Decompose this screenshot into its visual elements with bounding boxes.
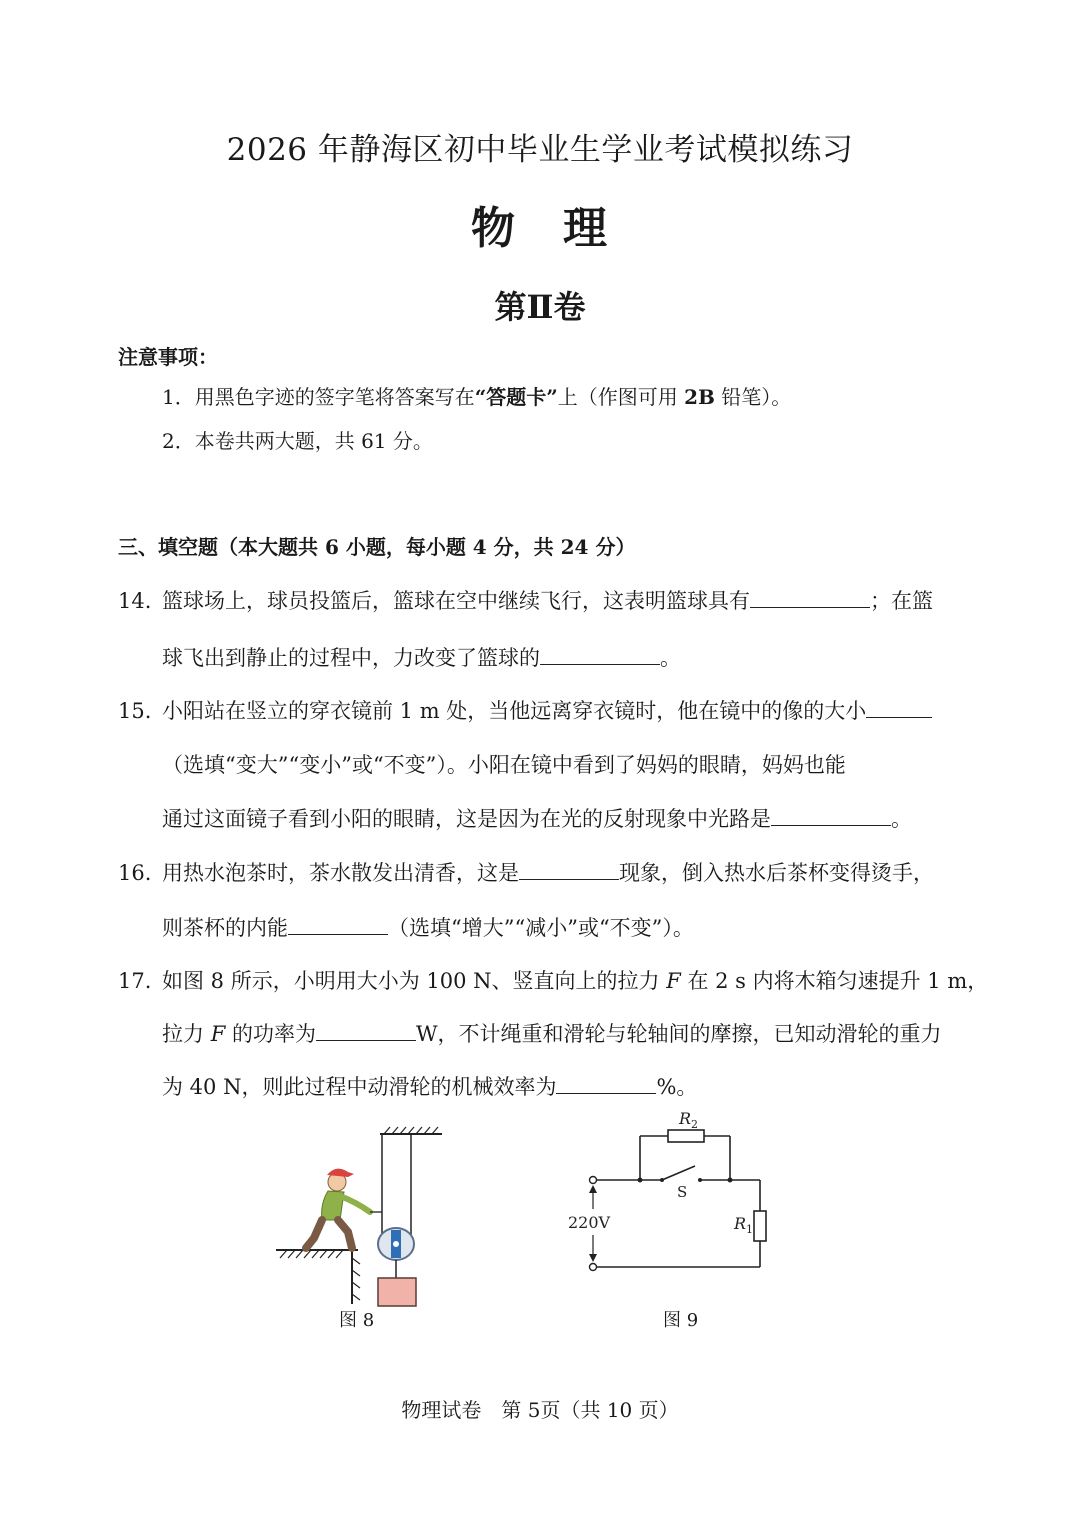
question-16-line-2: 则茶杯的内能 （选填“增大”“减小”或“不变”）。 xyxy=(162,916,694,940)
notice-item-2: 2．本卷共两大题，共 61 分。 xyxy=(162,429,433,453)
terminal-icon xyxy=(590,1177,597,1184)
question-15-line-2: （选填“变大”“变小”或“不变”）。小阳在镜中看到了妈妈的眼睛，妈妈也能 xyxy=(162,753,846,777)
resistor-r1-icon xyxy=(754,1211,766,1241)
answer-blank xyxy=(316,1039,416,1041)
question-17-line-1: 17. 如图 8 所示，小明用大小为 100 N、竖直向上的拉力 F 在 2 s 内将木箱匀速提升 1 m， xyxy=(118,969,989,993)
pulley-icon xyxy=(378,1228,414,1278)
answer-blank xyxy=(556,1092,656,1094)
question-14-line-2: 球飞出到静止的过程中，力改变了篮球的 。 xyxy=(162,646,681,670)
notice-heading: 注意事项： xyxy=(118,345,218,369)
question-14-line-1: 14. 篮球场上，球员投篮后，篮球在空中继续飞行，这表明篮球具有 ；在篮 xyxy=(118,589,933,613)
answer-blank xyxy=(866,716,932,718)
switch-label: S xyxy=(677,1183,688,1201)
figure-9-circuit-diagram xyxy=(565,1105,780,1295)
answer-blank xyxy=(750,606,870,608)
svg-text:R2: $R_2$ xyxy=(679,1109,699,1131)
question-17-line-2: 拉力 F 的功率为 W，不计绳重和滑轮与轮轴间的摩擦，已知动滑轮的重力 xyxy=(162,1022,942,1046)
switch-icon xyxy=(662,1166,695,1180)
question-16-line-1: 16. 用热水泡茶时，茶水散发出清香，这是 现象，倒入热水后茶杯变得烫手， xyxy=(118,861,934,885)
resistor-r2-icon xyxy=(668,1130,704,1142)
figure-8-pulley-diagram xyxy=(270,1120,470,1310)
notice-item-1: 1．用黑色字迹的签字笔将答案写在“答题卡”上（作图可用 2B 铅笔）。 xyxy=(162,385,792,409)
question-17-line-3: 为 40 N，则此过程中动滑轮的机械效率为 %。 xyxy=(162,1075,698,1099)
answer-blank xyxy=(540,663,660,665)
person-pulling-icon xyxy=(306,1169,382,1248)
exam-title: 2026 年静海区初中毕业生学业考试模拟练习 xyxy=(226,132,854,168)
answer-blank xyxy=(288,933,388,935)
voltage-label: 220V xyxy=(568,1213,611,1232)
section-heading: 三、填空题（本大题共 6 小题，每小题 4 分，共 24 分） xyxy=(118,535,636,559)
figure-8-caption: 图 8 xyxy=(339,1310,375,1331)
subject-title: 物 理 xyxy=(471,203,609,254)
page-footer: 物理试卷 第 5页（共 10 页） xyxy=(401,1398,679,1422)
crate-icon xyxy=(378,1278,416,1306)
answer-blank xyxy=(771,824,891,826)
svg-text:R1: $R_1$ xyxy=(734,1214,754,1236)
terminal-icon xyxy=(590,1264,597,1271)
question-15-line-1: 15. 小阳站在竖立的穿衣镜前 1 m 处，当他远离穿衣镜时，他在镜中的像的大小 xyxy=(118,695,932,725)
answer-blank xyxy=(519,878,619,880)
question-15-line-3: 通过这面镜子看到小阳的眼睛，这是因为在光的反射现象中光路是 。 xyxy=(162,807,912,831)
figure-9-caption: 图 9 xyxy=(663,1310,699,1331)
volume-title: 第Ⅱ卷 xyxy=(494,288,586,326)
